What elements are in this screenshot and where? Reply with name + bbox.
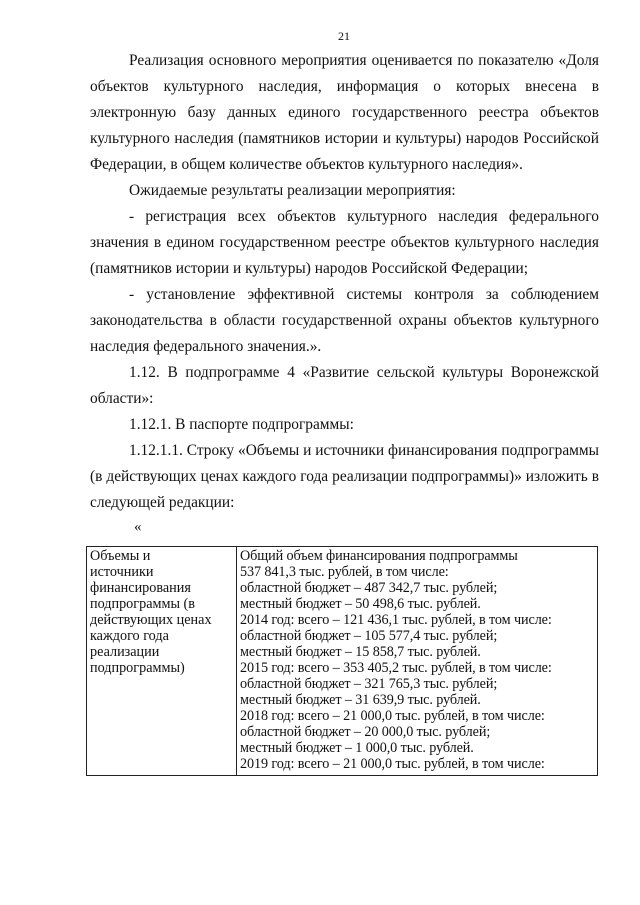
financing-label-line: подпрограммы) (90, 660, 185, 676)
financing-2018-regional: областной бюджет – 20 000,0 тыс. рублей; (240, 724, 491, 740)
financing-label-line: подпрограммы (в (90, 596, 195, 612)
paragraph-registration-item: - регистрация всех объектов культурного наследия федерального значения в едином государственном реестре объектов культурного наследия (памятников истории и культуры) народов Российской Федерации; (90, 208, 599, 277)
financing-total-amount: 537 841,3 тыс. рублей, в том числе: (240, 564, 449, 580)
document-body (90, 48, 599, 516)
financing-value-cell (237, 547, 598, 776)
financing-table-row (87, 547, 598, 776)
financing-2014-regional: областной бюджет – 105 577,4 тыс. рублей; (240, 628, 498, 644)
page-number: 21 (338, 29, 350, 43)
financing-2018-local: местный бюджет – 1 000,0 тыс. рублей. (240, 740, 474, 756)
financing-regional-budget: областной бюджет – 487 342,7 тыс. рублей; (240, 580, 498, 596)
financing-label-line: Объемы и (90, 548, 151, 564)
paragraph-expected-results-heading: Ожидаемые результаты реализации мероприятия: (129, 182, 456, 199)
paragraph-control-system-item: - установление эффективной системы контроля за соблюдением законодательства в области государственной охраны объектов культурного наследия федерального значения.». (90, 286, 599, 355)
financing-year-2015: 2015 год: всего – 353 405,2 тыс. рублей, в том числе: (240, 660, 552, 676)
financing-year-2014: 2014 год: всего – 121 436,1 тыс. рублей, в том числе: (240, 612, 552, 628)
financing-label-line: финансирования (90, 580, 191, 596)
financing-label-line: действующих ценах (90, 612, 212, 628)
paragraph-section-1-12-1: 1.12.1. В паспорте подпрограммы: (129, 416, 354, 433)
financing-label-cell (87, 547, 237, 776)
paragraph-section-1-12: 1.12. В подпрограмме 4 «Развитие сельской культуры Воронежской области»: (90, 364, 599, 407)
financing-total-line: Общий объем финансирования подпрограммы (240, 548, 518, 564)
paragraph-indicator-description: Реализация основного мероприятия оценивается по показателю «Доля объектов культурного наследия, информация о которых внесена в электронную базу данных единого государственного реестра объектов культурного наследия (памятников истории и культуры) народов Российской Федерации, в общем количестве объектов культурного наследия». (90, 52, 599, 173)
financing-2015-local: местный бюджет – 31 639,9 тыс. рублей. (240, 692, 481, 708)
financing-2015-regional: областной бюджет – 321 765,3 тыс. рублей; (240, 676, 498, 692)
financing-label-line: каждого года (90, 628, 169, 644)
financing-year-2018: 2018 год: всего – 21 000,0 тыс. рублей, в том числе: (240, 708, 545, 724)
opening-quote-mark: « (134, 519, 142, 535)
financing-label-line: источники (90, 564, 154, 580)
financing-table (86, 546, 598, 776)
financing-year-2019: 2019 год: всего – 21 000,0 тыс. рублей, в том числе: (240, 756, 545, 772)
financing-label-line: реализации (90, 644, 160, 660)
financing-2014-local: местный бюджет – 15 858,7 тыс. рублей. (240, 644, 481, 660)
financing-local-budget: местный бюджет – 50 498,6 тыс. рублей. (240, 596, 481, 612)
paragraph-section-1-12-1-1: 1.12.1.1. Строку «Объемы и источники финансирования подпрограммы (в действующих ценах каждого года реализации подпрограммы)» изложить в следующей редакции: (90, 442, 599, 511)
